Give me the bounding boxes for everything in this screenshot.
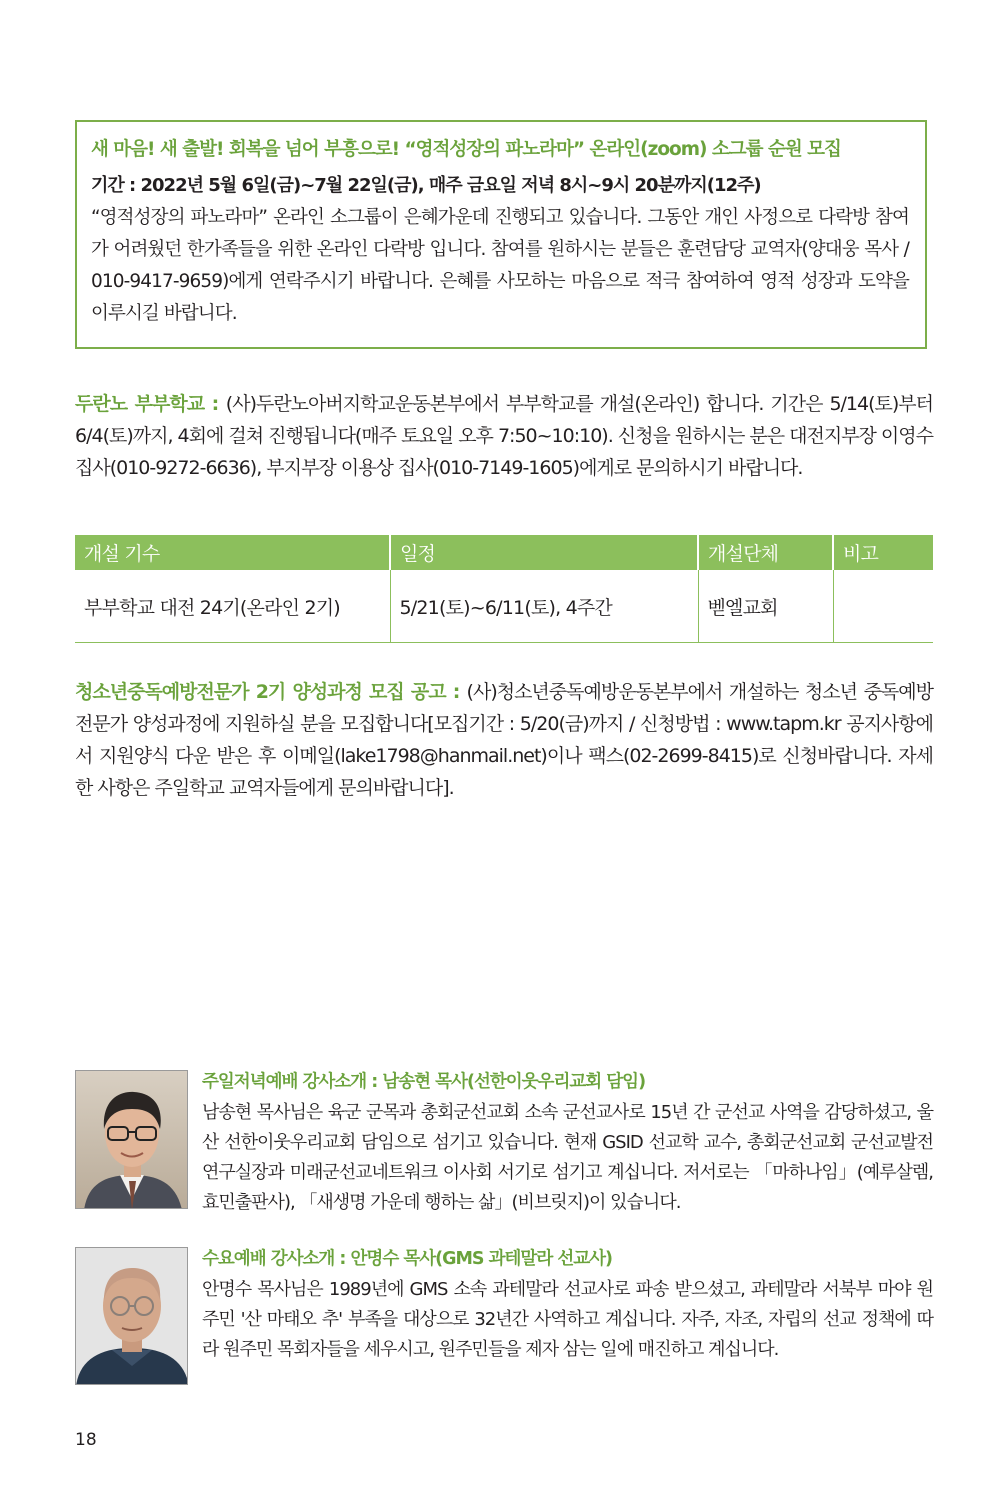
table-header-cell: 개설 기수: [75, 535, 390, 570]
speaker1-portrait-image: [76, 1071, 188, 1209]
recruit-body: “영적성장의 파노라마” 온라인 소그룹이 은혜가운데 진행되고 있습니다. 그동안 개인 사정으로 다락방 참여가 어려웠던 한가족들을 위한 온라인 다락방 입니다. 참여를 원하시는 분들은 훈련담당 교역자(양대웅 목사 / 010-9417-9659)에게 연락주시기 바랍니다. 은혜를 사모하는 마음으로 적극 참여하여 영적 성장과 도약을 이루시길 바랍니다.: [91, 207, 909, 324]
speaker1-title: 주일저녁예배 강사소개 : 남송현 목사(선한이웃우리교회 담임): [202, 1072, 646, 1092]
duranno-lead: 두란노 부부학교 :: [75, 393, 226, 415]
schedule-table: [75, 535, 933, 643]
table-header-cell: 개설단체: [698, 535, 833, 570]
recruit-heading: 새 마음! 새 출발! 회복을 넘어 부흥으로! “영적성장의 파노라마” 온라인(zoom) 소그룹 순원 모집: [91, 139, 841, 160]
youth-text: (사)청소년중독예방운동본부에서 개설하는 청소년 중독예방전문가 양성과정에 지원하실 분을 모집합니다[모집기간 : 5/20(금)까지 / 신청방법 : www.tapm.kr 공지사항에서 지원양식 다운 받은 후 이메일(lake1798@hanmail.net)이나 팩스(02-2699-8415)로 신청바랍니다. 자세한 사항은 주일학교 교역자들에게 문의바랍니다].: [75, 681, 933, 799]
table-cell: [833, 570, 933, 643]
duranno-text: (사)두란노아버지학교운동본부에서 부부학교를 개설(온라인) 합니다. 기간은 5/14(토)부터 6/4(토)까지, 4회에 걸쳐 진행됩니다(매주 토요일 오후 7:50~10:10). 신청을 원하시는 분은 대전지부장 이영수 집사(010-9272-6636), 부지부장 이용상 집사(010-7149-1605)에게로 문의하시기 바랍니다.: [75, 393, 933, 479]
table-header-row: [75, 535, 933, 570]
table-row: [75, 570, 933, 643]
speaker2-title: 수요예배 강사소개 : 안명수 목사(GMS 과테말라 선교사): [202, 1249, 613, 1269]
page-number: 18: [75, 1430, 97, 1450]
recruit-period: 기간 : 2022년 5월 6일(금)~7월 22일(금), 매주 금요일 저녁 8시~9시 20분까지(12주): [91, 175, 761, 196]
table-header-cell: 비고: [833, 535, 933, 570]
speaker2-text: 안명수 목사님은 1989년에 GMS 소속 과테말라 선교사로 파송 받으셨고, 과테말라 서북부 마야 원주민 '산 마태오 추' 부족을 대상으로 32년간 사역하고 계십니다. 자주, 자조, 자립의 선교 정책에 따라 원주민 목회자들을 세우시고, 원주민들을 제자 삼는 일에 매진하고 계십니다.: [202, 1279, 933, 1360]
speaker1-text: 남송현 목사님은 육군 군목과 총회군선교회 소속 군선교사로 15년 간 군선교 사역을 감당하셨고, 울산 선한이웃우리교회 담임으로 섬기고 있습니다. 현재 GSID 선교학 교수, 총회군선교회 군선교발전 연구실장과 미래군선교네트워크 이사회 서기로 섬기고 계십니다. 저서로는 「마하나임」(예루살렘, 효민출판사), 「새생명 가운데 행하는 삶」(비브릿지)이 있습니다.: [202, 1102, 933, 1213]
youth-notice: [75, 676, 933, 804]
recruit-notice-box: [75, 120, 927, 349]
speaker1-bio: [202, 1068, 933, 1218]
table-cell: 부부학교 대전 24기(온라인 2기): [75, 570, 390, 643]
table-header-cell: 일정: [390, 535, 698, 570]
duranno-notice: [75, 388, 933, 484]
speaker2-portrait-image: [76, 1248, 188, 1385]
speaker2-photo: [75, 1247, 188, 1385]
speaker1-photo: [75, 1070, 188, 1209]
table-cell: 벧엘교회: [698, 570, 833, 643]
table-cell: 5/21(토)~6/11(토), 4주간: [390, 570, 698, 643]
youth-lead: 청소년중독예방전문가 2기 양성과정 모집 공고 :: [75, 681, 467, 703]
speaker2-bio: [202, 1245, 933, 1365]
